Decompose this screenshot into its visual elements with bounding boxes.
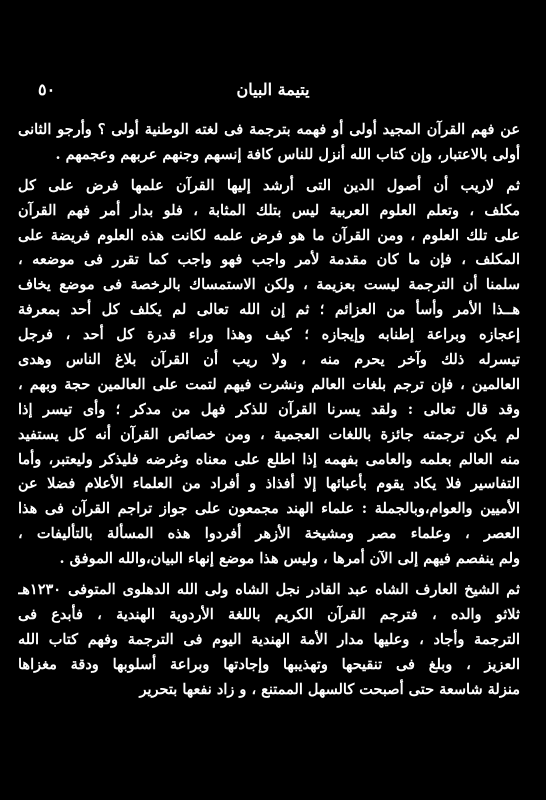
page-header (20, 80, 526, 106)
text-line: إعجازه وبراعة إطنابه وإيجازه ؛ كيف وهذا وراء قدرة كل أحد ، فرجل (18, 326, 520, 344)
text-line: أولى بالاعتبار، وإن كتاب الله أنزل للناس كافة إنسهم وجنهم عربهم وعجمهم . (55, 145, 520, 163)
text-line: منه العالم بعلمه والعامى بفهمه إذا اطلع على معناه وغرضه فليذكر وليعتبر، وأما (18, 450, 520, 468)
paragraph (18, 118, 520, 168)
text-line: ثلاثو والده ، فترجم القرآن الكريم باللغة الأردوية الهندية ، فأبدع فى (18, 605, 520, 623)
text-line: ولم ينفصم فيهم إلى الآن أمرها ، وليس هذا موضع إنهاء البيان،والله الموفق . (59, 550, 520, 568)
text-line: تيسرله ذلك وآخر يحرم منه ، ولا ريب أن القرآن بلاغ الناس وهدى (18, 351, 520, 369)
text-line: العزيز ، وبلغ فى تنقيحها وتهذيبها وإجادتها وبراعة أسلوبها ودقة مغزاها (18, 655, 520, 673)
text-line: العصر ، وعلماء مصر ومشيخة الأزهر أفردوا هذه المسألة بالتأليفات ، (18, 525, 520, 543)
running-title: يتيمة البيان (236, 80, 310, 99)
paragraph (18, 578, 520, 702)
text-line: لم يكن ترجمته جائزة باللغات العجمية ، ومن خصائص القرآن أنه كل يستفيد (18, 425, 520, 443)
text-line: على تلك العلوم ، ومن القرآن ما هو فرض علمه لكانت هذه العلوم فريضة على (18, 226, 520, 244)
page-number: ٥٠ (38, 80, 56, 99)
text-line: ثم لاريب أن أصول الدين التى أرشد إليها القرآن علمها فرض على كل (18, 176, 520, 194)
text-line: العالمين ، فإن ترجم بلغات العالم ونشرت فيهم لتمت على العالمين حجة وبهم ، (18, 375, 520, 393)
text-line: هــذا الأمر وأسأ من العزائم ؛ ثم إن الله تعالى لم يكلف كل أحد بمعرفة (18, 301, 520, 319)
text-line: وقد قال تعالى : ولقد يسرنا القرآن للذكر فهل من مدكر ؛ وأى تيسر إذا (18, 400, 520, 418)
text-line: ثم الشيخ العارف الشاه عبد القادر نجل الشاه ولى الله الدهلوى المتوفى ١٢٣٠هـ (18, 581, 520, 599)
text-line: مكلف ، وتعلم العلوم العربية ليس بتلك المثابة ، فلو بدار أمر فهم القرآن (18, 201, 520, 219)
text-line: المكلف ، فإن ما كان مقدمة لأمر واجب فهو واجب كما تقرر فى موضعه ، (18, 251, 520, 269)
text-line: منزلة شاسعة حتى أصبحت كالسهل الممتنع ، و زاد نفعها بتحرير (139, 680, 520, 698)
text-line: الأميين والعوام،وبالجملة : علماء الهند مجمعون على جواز تراجم القرآن فى هذا (18, 500, 520, 518)
text-line: التفاسير فلا يكاد يقوم بأعبائها إلا أفذاذ و أفراد من العلماء الأعلام فضلا عن (18, 475, 520, 493)
text-body (18, 118, 520, 708)
paragraph (18, 174, 520, 572)
text-line: عن فهم القرآن المجيد أولى أو فهمه بترجمة فى لغته الوطنية أولى ؟ وأرجو الثانى (18, 121, 520, 138)
text-line: سلمنا أن الترجمة ليست بعزيمة ، ولكن الاستمساك بالرخصة فى موضع يخاف (18, 276, 520, 294)
text-line: الترجمة وأجاد ، وعليها مدار الأمة الهندية اليوم فى الترجمة وفهم كتاب الله (18, 630, 520, 648)
